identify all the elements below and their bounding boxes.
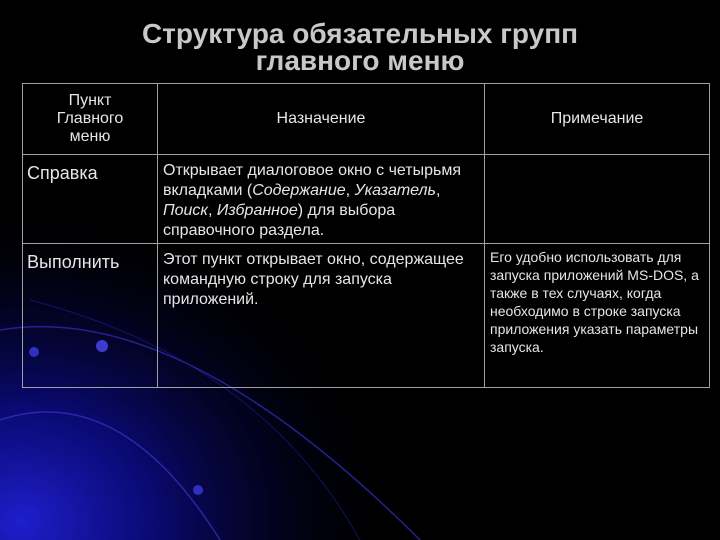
desc-italic: Избранное [216, 202, 298, 219]
table-row [23, 244, 710, 388]
menu-groups-table [22, 83, 710, 388]
desc-text: ) для выбора справочного раздела. [163, 202, 396, 239]
header-purpose: Назначение [158, 84, 485, 155]
desc-italic: Указатель [354, 182, 436, 199]
desc-sep: , [435, 182, 441, 199]
desc-sep: , [345, 182, 355, 199]
row-note [485, 155, 710, 244]
row-description [158, 155, 485, 244]
row-name: Выполнить [23, 244, 158, 388]
table-header-row [23, 84, 710, 155]
row-description: Этот пункт открывает окно, содержащее командную строку для запуска приложений. [158, 244, 485, 388]
title-line-1: Структура обязательных групп [141, 18, 579, 49]
desc-text: Открывает диалоговое окно с четырьмя вкладками ( [163, 162, 462, 199]
table-row [23, 155, 710, 244]
header-note: Примечание [485, 84, 710, 155]
desc-italic: Содержание [252, 182, 346, 199]
title-line-2: главного меню [255, 45, 465, 76]
row-name: Справка [23, 155, 158, 244]
header-menu-item: Пункт Главного меню [23, 84, 158, 155]
row-note: Его удобно использовать для запуска приложений MS-DOS, а также в тех случаях, когда необходимо в строке запуска приложения указать параметры запуска. [485, 244, 710, 388]
desc-italic: Поиск [163, 202, 208, 219]
desc-sep: , [207, 202, 217, 219]
orbit-dot-3 [193, 485, 203, 495]
